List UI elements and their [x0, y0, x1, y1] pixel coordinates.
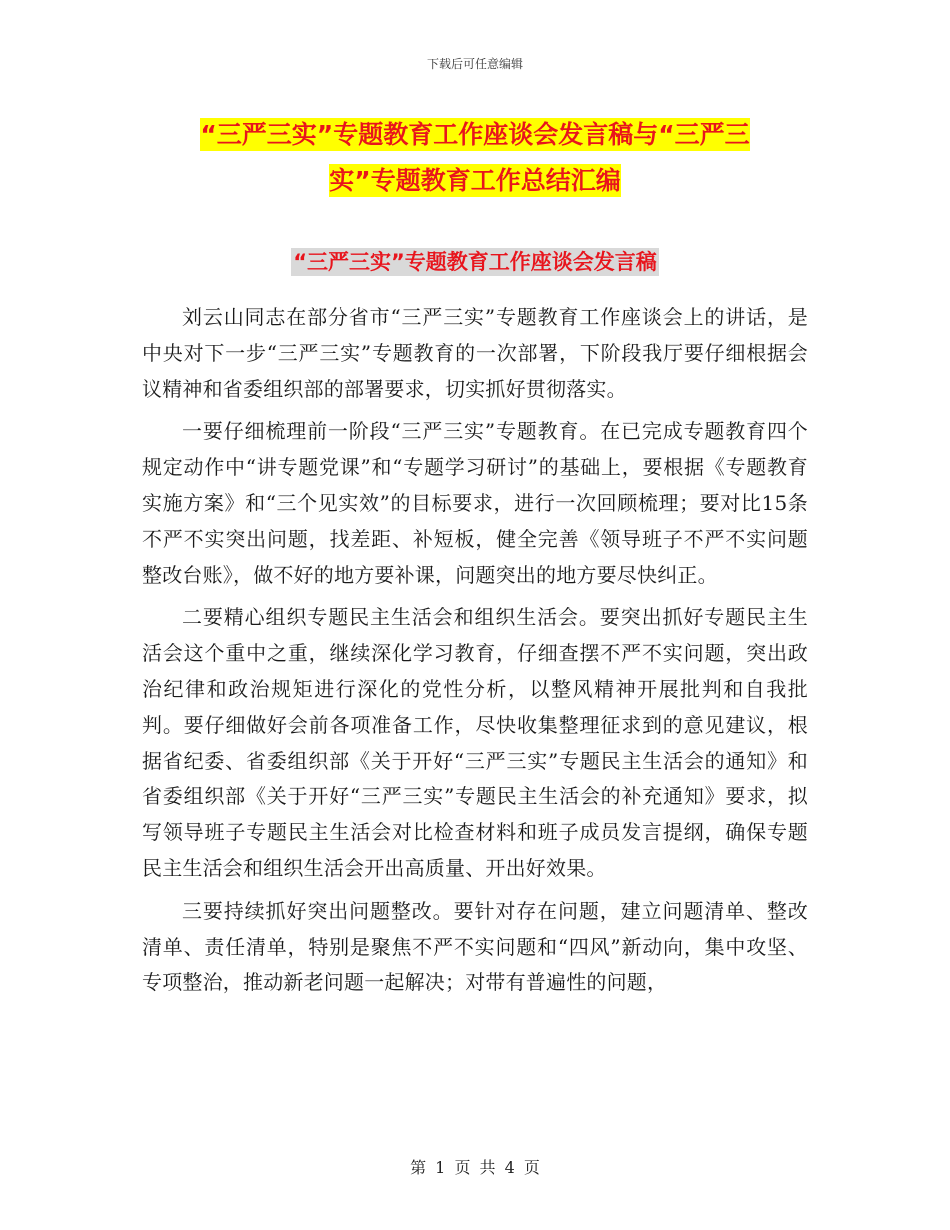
document-title-line-1: “三严三实”专题教育工作座谈会发言稿与“三严三 [200, 120, 750, 149]
section-title [0, 246, 950, 276]
document-body [142, 300, 808, 1008]
page-number: 第 1 页 共 4 页 [410, 1158, 540, 1177]
paragraph-4: 三要持续抓好突出问题整改。要针对存在问题，建立问题清单、整改清单、责任清单，特别是聚焦不严不实问题和“四风”新动向，集中攻坚、专项整治，推动新老问题一起解决；对带有普遍性的问题， [142, 898, 808, 995]
page-header-note: 下载后可任意编辑 [426, 57, 523, 71]
document-title [0, 112, 950, 204]
paragraph-2: 一要仔细梳理前一阶段“三严三实”专题教育。在已完成专题教育四个规定动作中“讲专题党课”和“专题学习研讨”的基础上，要根据《专题教育实施方案》和“三个见实效”的目标要求，进行一次回顾梳理；要对比15条不严不实突出问题，找差距、补短板，健全完善《领导班子不严不实问题整改台账》，做不好的地方要补课，问题突出的地方要尽快纠正。 [142, 419, 808, 587]
document-title-line-2: 实”专题教育工作总结汇编 [329, 166, 621, 195]
paragraph-3: 二要精心组织专题民主生活会和组织生活会。要突出抓好专题民主生活会这个重中之重，继续深化学习教育，仔细查摆不严不实问题，突出政治纪律和政治规矩进行深化的党性分析，以整风精神开展批判和自我批判。要仔细做好会前各项准备工作，尽快收集整理征求到的意见建议，根据省纪委、省委组织部《关于开好“三严三实”专题民主生活会的通知》和省委组织部《关于开好“三严三实”专题民主生活会的补充通知》要求，拟写领导班子专题民主生活会对比检查材料和班子成员发言提纲，确保专题民主生活会和组织生活会开出高质量、开出好效果。 [142, 605, 808, 880]
paragraph-1: 刘云山同志在部分省市“三严三实”专题教育工作座谈会上的讲话，是中央对下一步“三严三实”专题教育的一次部署，下阶段我厅要仔细根据会议精神和省委组织部的部署要求，切实抓好贯彻落实。 [142, 305, 808, 401]
section-title-text: “三严三实”专题教育工作座谈会发言稿 [293, 250, 657, 274]
